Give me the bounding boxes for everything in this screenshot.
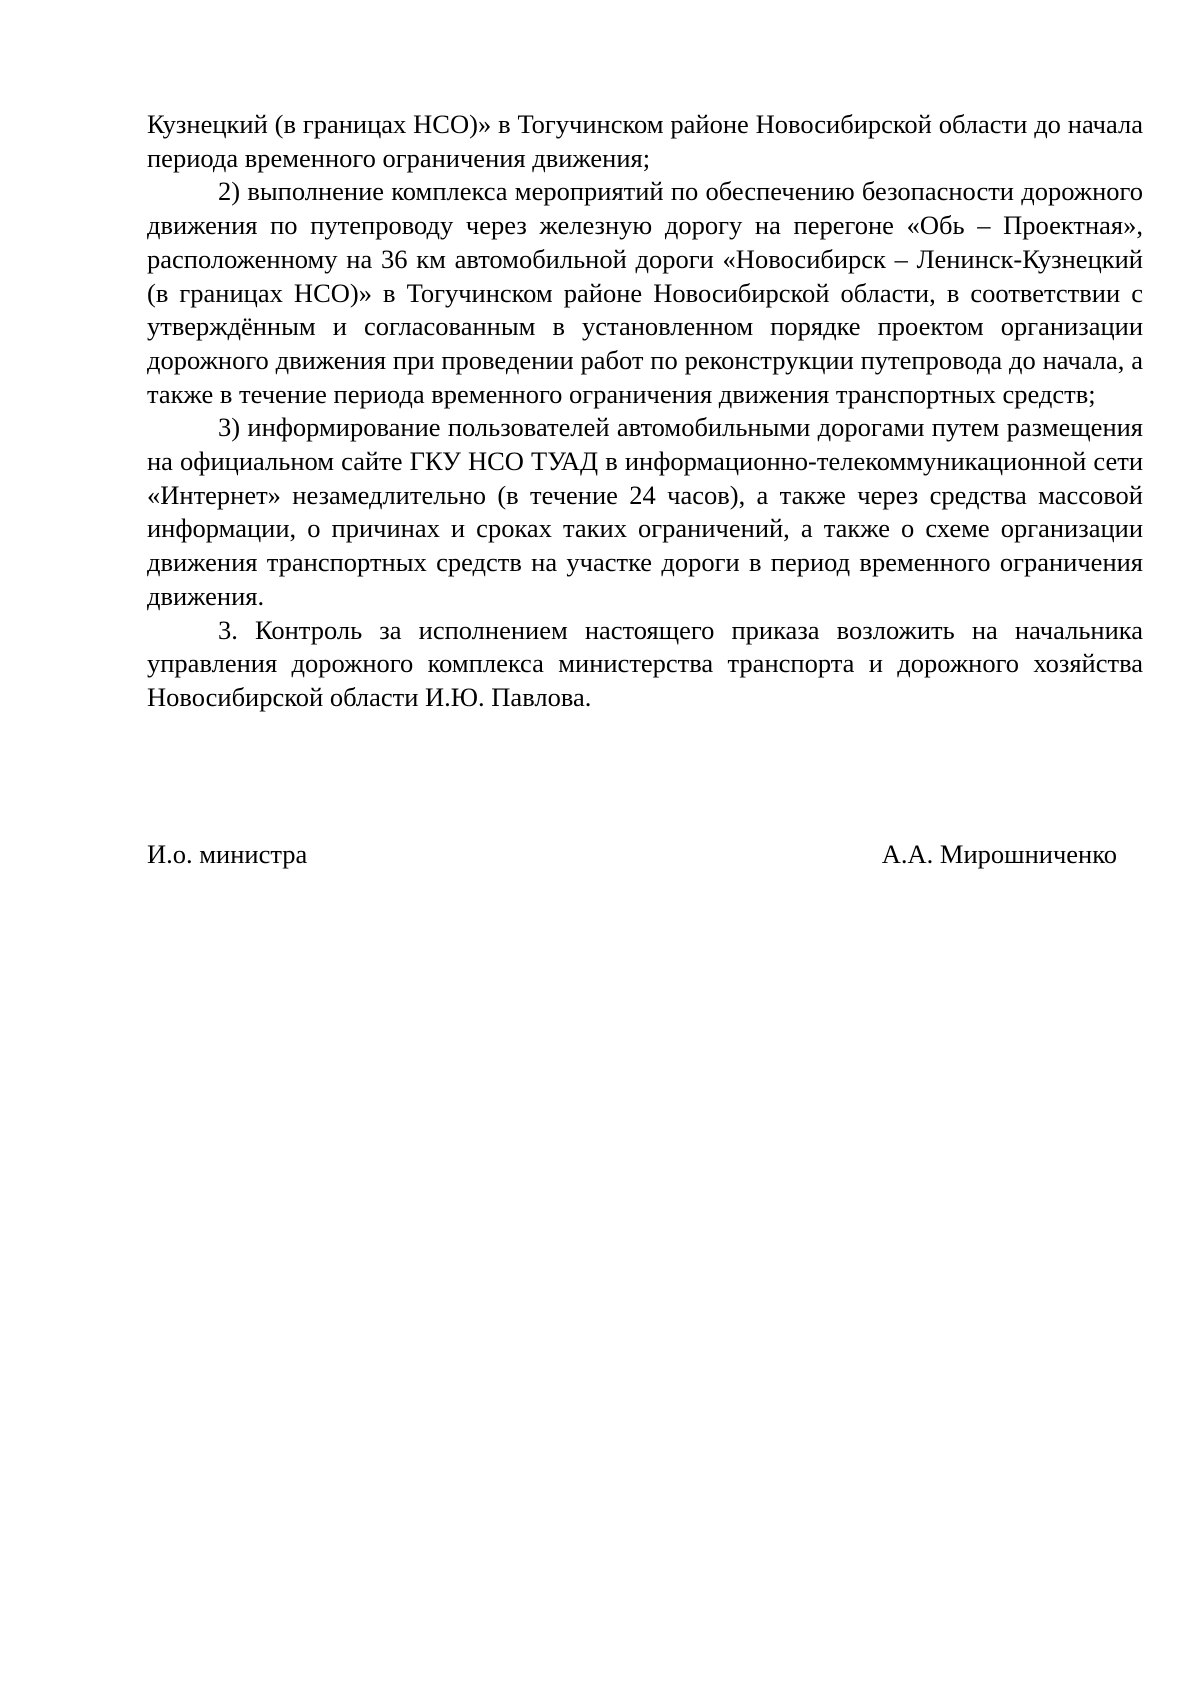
- signature-block: [147, 838, 1117, 872]
- paragraph-control-clause: 3. Контроль за исполнением настоящего приказа возложить на начальника управления дорожного комплекса министерства транспорта и дорожного хозяйства Новосибирской области И.Ю. Павлова.: [147, 614, 1143, 712]
- paragraph-item-3: 3) информирование пользователей автомобильными дорогами путем размещения на официальном сайте ГКУ НСО ТУАД в информационно-телекоммуникационной сети «Интернет» незамедлительно (в течение 24 часов), а также через средства массовой информации, о причинах и сроках таких ограничений, а также о схеме организации движения транспортных средств на участке дороги в период временного ограничения движения.: [147, 412, 1143, 611]
- paragraph-item-2: 2) выполнение комплекса мероприятий по обеспечению безопасности дорожного движения по путепроводу через железную дорогу на перегоне «Обь – Проектная», расположенному на 36 км автомобильной дороги «Новосибирск – Ленинск-Кузнецкий (в границах НСО)» в Тогучинском районе Новосибирской области, в соответствии с утверждённым и согласованным в установленном порядке проектом организации дорожного движения при проведении работ по реконструкции путепровода до начала, а также в течение периода временного ограничения движения транспортных средств;: [147, 176, 1143, 409]
- signatory-name: А.А. Мирошниченко: [881, 839, 1117, 869]
- paragraph-continuation: Кузнецкий (в границах НСО)» в Тогучинском районе Новосибирской области до начала периода временного ограничения движения;: [147, 109, 1143, 173]
- signatory-position: И.о. министра: [147, 839, 308, 869]
- document-body: [147, 108, 1143, 715]
